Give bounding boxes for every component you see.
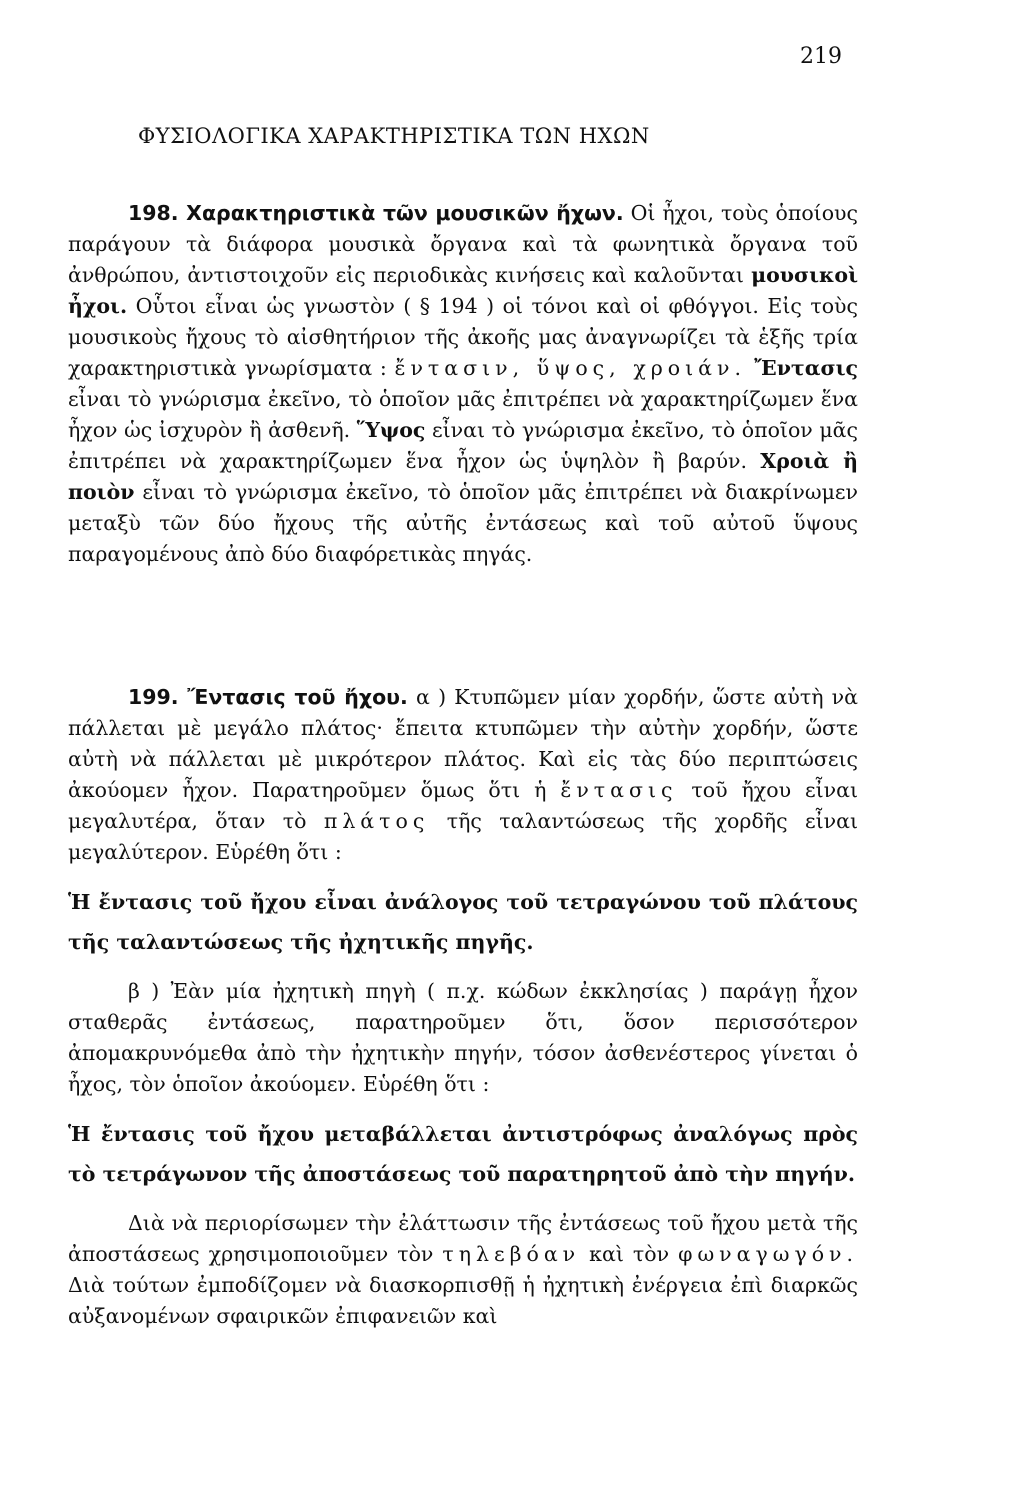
spaced-term: πλάτος — [323, 809, 430, 833]
text-run: α ) Κτυπῶμεν μίαν χορδήν, ὥστε αὐτὴ νὰ πάλλεται μὲ μεγάλο πλάτος· ἔπειτα κτυπῶμεν τὴν αὐτὴν χορδήν, ὥστε αὐτὴ νὰ πάλλεται μὲ μικρότερον πλάτος. Καὶ εἰς τὰς δύο περιπτώσεις ἀκούομεν ἦχον. Παρατηροῦμεν ὅμως ὅτι ἡ — [68, 685, 858, 802]
text-run: τοῦ ἤχου εἶναι μεγαλυτέρα, ὅταν τὸ — [68, 778, 858, 833]
text-run: εἶναι τὸ γνώρισμα ἐκεῖνο, τὸ ὁποῖον μᾶς ἐπιτρέπει νὰ χαρακτηρίζωμεν ἕνα ἦχον ὡς ὑψηλὸν ἢ βαρύν. — [68, 418, 858, 473]
text-run: Οὗτοι εἶναι ὡς γνωστὸν ( § 194 ) οἱ τόνοι καὶ οἱ φθόγγοι. Εἰς τοὺς μουσικοὺς ἤχους τὸ αἰσθητήριον τῆς ἀκοῆς μας ἀναγνωρίζει τὰ ἑξῆς τρία χαρακτηριστικὰ γνωρίσματα : — [68, 294, 858, 380]
section-199-heading: 199. Ἔντασις τοῦ ἤχου. — [128, 685, 408, 709]
text-run: Διὰ τούτων ἐμποδίζομεν νὰ διασκορπισθῇ ἡ ἠχητικὴ ἐνέργεια ἐπὶ διαρκῶς αὐξανομένων σφαιρικῶν ἐπιφανειῶν καὶ — [68, 1273, 858, 1328]
text-run: Οἱ ἦχοι, τοὺς ὁποίους παράγουν τὰ διάφορα μουσικὰ ὄργανα καὶ τὰ φωνητικὰ ὄργανα τοῦ ἀνθρώπου, ἀντιστοιχοῦν εἰς περιοδικὰς κινήσεις καὶ καλοῦνται — [68, 201, 858, 287]
text-run: καὶ τὸν — [580, 1242, 679, 1266]
bold-term: Ὕψος — [356, 418, 426, 442]
section-199-paragraph-3 — [68, 1208, 858, 1332]
law-amplitude: Ἡ ἔντασις τοῦ ἤχου εἶναι ἀνάλογος τοῦ τετραγώνου τοῦ πλάτους τῆς ταλαντώσεως τῆς ἠχητικῆς πηγῆς. — [68, 890, 858, 954]
bold-term: Χροιὰ ἢ ποιὸν — [68, 449, 858, 504]
section-198 — [68, 198, 858, 570]
spaced-term: φωναγωγόν. — [678, 1242, 859, 1266]
section-198-paragraph — [68, 198, 858, 570]
text-run: εἶναι τὸ γνώρισμα ἐκεῖνο, τὸ ὁποῖον μᾶς ἐπιτρέπει νὰ διακρίνωμεν μεταξὺ τῶν δύο ἤχους τῆς αὐτῆς ἐντάσεως καὶ τοῦ αὐτοῦ ὕψους παραγομένους ἀπὸ δύο διαφόρετικὰς πηγάς. — [68, 480, 858, 566]
spaced-term: ἔντασις — [560, 778, 678, 802]
page-number: 219 — [800, 44, 842, 69]
chapter-title: ΦΥΣΙΟΛΟΓΙΚΑ ΧΑΡΑΚΤΗΡΙΣΤΙΚΑ ΤΩΝ ΗΧΩΝ — [138, 124, 650, 148]
law-distance: Ἡ ἔντασις τοῦ ἤχου μεταβάλλεται ἀντιστρόφως ἀναλόγως πρὸς τὸ τετράγωνον τῆς ἀποστάσεως τοῦ παρατηρητοῦ ἀπὸ τὴν πηγήν. — [68, 1122, 858, 1186]
section-199-paragraph-2: β ) Ἐὰν μία ἠχητικὴ πηγὴ ( π.χ. κώδων ἐκκλησίας ) παράγῃ ἦχον σταθερᾶς ἐντάσεως, παρατηροῦμεν ὅτι, ὅσον περισσότερον ἀπομακρυνόμεθα ἀπὸ τὴν ἠχητικὴν πηγήν, τόσον ἀσθενέστερος γίνεται ὁ ἦχος, τὸν ὁποῖον ἀκούομεν. Εὑρέθη ὅτι : — [68, 979, 858, 1096]
section-199-paragraph-1 — [68, 682, 858, 868]
bold-term: μουσικοὶ ἦχοι. — [68, 263, 858, 318]
section-199 — [68, 682, 858, 1332]
bold-term: Ἔντασις — [746, 356, 858, 380]
section-198-heading: 198. Χαρακτηριστικὰ τῶν μουσικῶν ἤχων. — [128, 201, 624, 225]
text-run: εἶναι τὸ γνώρισμα ἐκεῖνο, τὸ ὁποῖον μᾶς ἐπιτρέπει νὰ χαρακτηρίζωμεν ἕνα ἦχον ὡς ἰσχυρὸν ἢ ἀσθενῆ. — [68, 387, 858, 442]
text-run: Διὰ νὰ περιορίσωμεν τὴν ἐλάττωσιν τῆς ἐντάσεως τοῦ ἤχου μετὰ τῆς ἀποστάσεως χρησιμοποιοῦμεν τὸν — [68, 1211, 858, 1266]
text-run: τῆς ταλαντώσεως τῆς χορδῆς εἶναι μεγαλύτερον. Εὑρέθη ὅτι : — [68, 809, 858, 864]
spaced-term: ἔντασιν, ὕψος, χροιάν. — [394, 356, 746, 380]
spaced-term: τηλεβόαν — [442, 1242, 581, 1266]
